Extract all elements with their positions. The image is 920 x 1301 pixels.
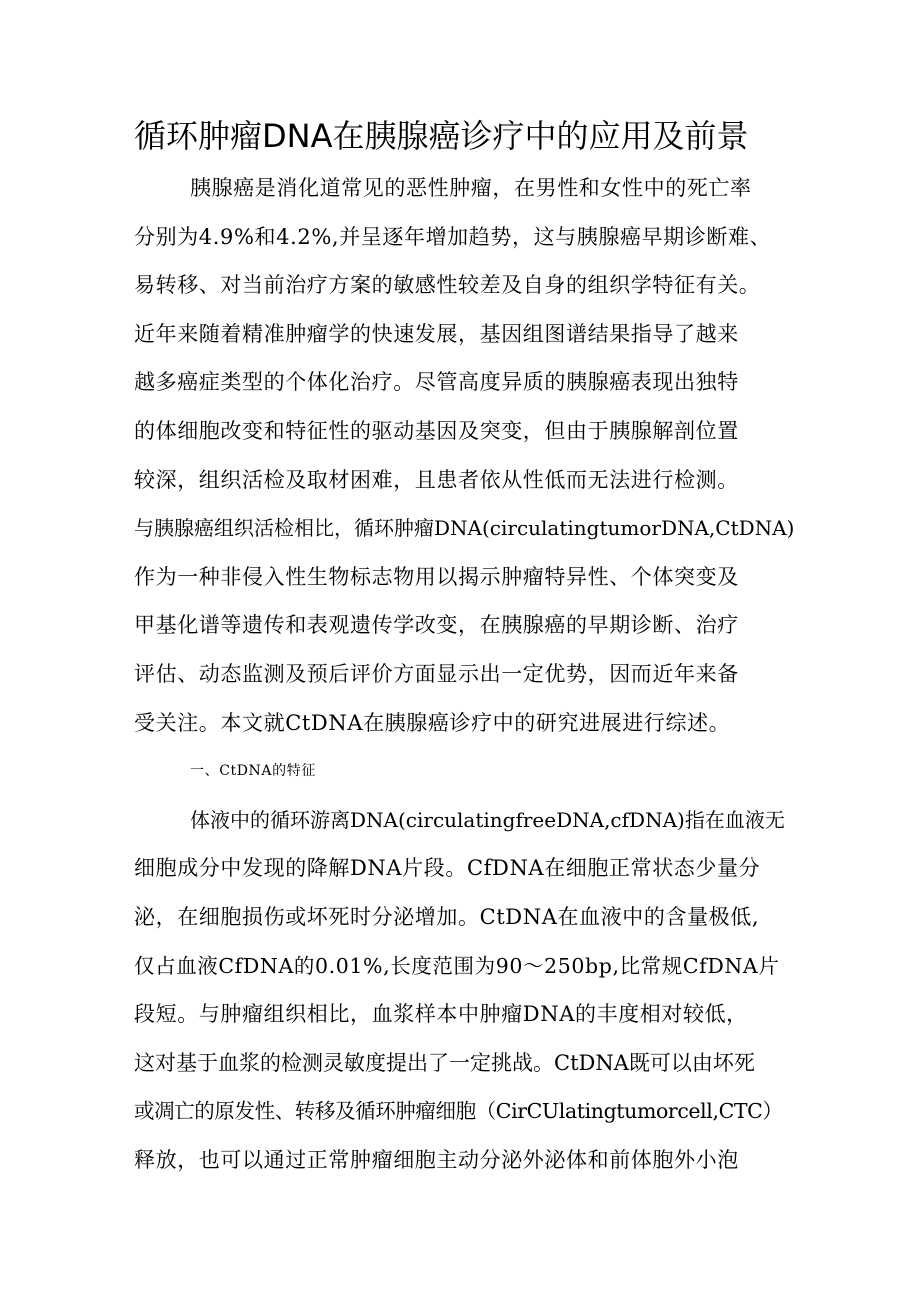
paragraph-line: 胰腺癌是消化道常见的恶性肿瘤，在男性和女性中的死亡率 <box>190 176 752 200</box>
document-title: 循环肿瘤DNA在胰腺癌诊疗中的应用及前景 <box>134 117 749 155</box>
paragraph-line: 或凋亡的原发性、转移及循环肿瘤细胞（CirCUlatingtumorcell,CTC） <box>134 1099 783 1124</box>
paragraph-line: 易转移、对当前治疗方案的敏感性较差及自身的组织学特征有关。 <box>134 273 761 298</box>
paragraph-line: 体液中的循环游离DNA(circulatingfreeDNA,cfDNA)指在血液无 <box>190 807 785 832</box>
paragraph-line: 越多癌症类型的个体化治疗。尽管高度异质的胰腺癌表现出独特 <box>134 370 739 395</box>
paragraph-line: 这对基于血浆的检测灵敏度提出了一定挑战。CtDNA既可以由坏死 <box>134 1050 755 1075</box>
paragraph-line: 近年来随着精准肿瘤学的快速发展，基因组图谱结果指导了越来 <box>134 321 739 346</box>
paragraph-line: 仅占血液CfDNA的0.01%,长度范围为90～250bp,比常规CfDNA片 <box>134 953 780 978</box>
section-heading: 一、CtDNA的特征 <box>190 763 316 780</box>
paragraph-line: 释放，也可以通过正常肿瘤细胞主动分泌外泌体和前体胞外小泡 <box>134 1147 739 1172</box>
paragraph-line: 与胰腺癌组织活检相比，循环肿瘤DNA(circulatingtumorDNA,CtDNA) <box>134 516 795 541</box>
paragraph-line: 评估、动态监测及预后评价方面显示出一定优势，因而近年来备 <box>134 661 739 686</box>
paragraph-line: 作为一种非侵入性生物标志物用以揭示肿瘤特异性、个体突变及 <box>134 564 739 589</box>
paragraph-line: 分别为4.9%和4.2%,并呈逐年增加趋势，这与胰腺癌早期诊断难、 <box>134 224 772 249</box>
document-body <box>134 164 794 1184</box>
paragraph-line: 的体细胞改变和特征性的驱动基因及突变，但由于胰腺解剖位置 <box>134 418 739 443</box>
paragraph-line: 受关注。本文就CtDNA在胰腺癌诊疗中的研究进展进行综述。 <box>134 710 731 735</box>
paragraph-line: 细胞成分中发现的降解DNA片段。CfDNA在细胞正常状态少量分 <box>134 856 761 881</box>
paragraph-line: 甲基化谱等遗传和表观遗传学改变，在胰腺癌的早期诊断、治疗 <box>134 613 739 638</box>
paragraph-line: 较深，组织活检及取材困难，且患者依从性低而无法进行检测。 <box>134 467 739 492</box>
paragraph-line: 泌，在细胞损伤或坏死时分泌增加。CtDNA在血液中的含量极低, <box>134 904 760 929</box>
paragraph-line: 段短。与肿瘤组织相比，血浆样本中肿瘤DNA的丰度相对较低， <box>134 1002 748 1027</box>
